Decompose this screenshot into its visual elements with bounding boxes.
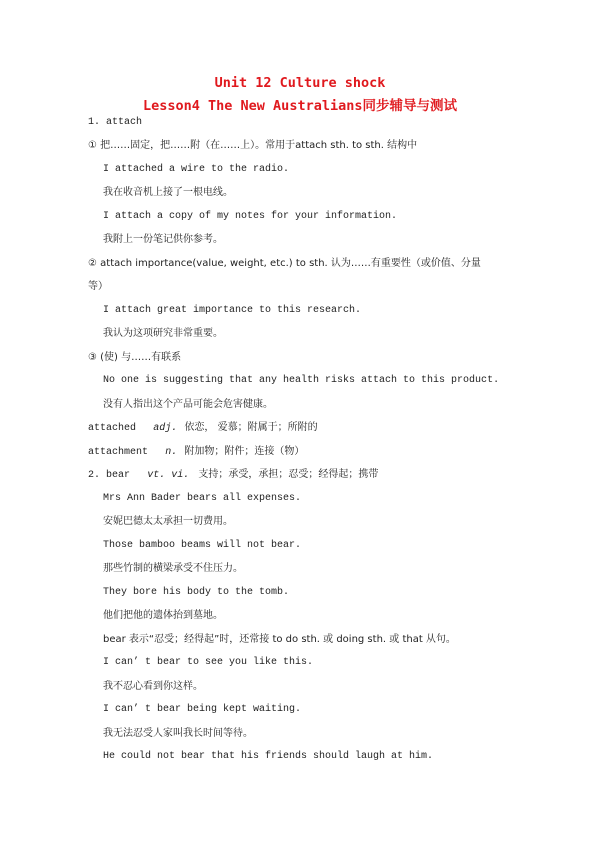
example-sentence: I can’ t bear to see you like this. [103,657,314,668]
example-translation: 他们把他的遗体抬到墓地。 [103,610,223,621]
example-sentence: They bore his body to the tomb. [103,587,290,598]
headword: attached [88,423,137,434]
sense-2-definition: ② attach importance(value, weight, etc.) to sth. 认为……有重要性（或价值、分量 [88,258,481,269]
example-sentence: I attach great importance to this research. [103,305,362,316]
sense-2-definition-cont: 等） [88,281,108,292]
example-sentence: No one is suggesting that any health risks attach to this product. [103,375,500,386]
derived-word-attachment [88,445,304,460]
example-sentence: I attached a wire to the radio. [103,164,290,175]
part-of-speech: vt. vi. [147,470,190,481]
usage-note: bear 表示“忍受；经得起”时，还常接 to do sth. 或 doing sth. 或 that 从句。 [103,634,456,645]
example-translation: 我附上一份笔记供你参考。 [103,234,223,245]
example-translation: 我不忍心看到你这样。 [103,681,203,692]
word-meaning: 依恋， 爱慕；附属于；所附的 [184,422,318,433]
example-translation: 安妮巴德太太承担一切费用。 [103,516,233,527]
headword: 2. bear [88,470,131,481]
example-sentence: I attach a copy of my notes for your information. [103,211,398,222]
section-2-heading [88,468,378,483]
example-sentence: He could not bear that his friends should laugh at him. [103,751,434,762]
example-sentence: Mrs Ann Bader bears all expenses. [103,493,302,504]
example-translation: 没有人指出这个产品可能会危害健康。 [103,399,273,410]
example-translation: 我在收音机上接了一根电线。 [103,187,233,198]
example-translation: 那些竹制的横梁承受不住压力。 [103,563,243,574]
example-sentence: I can’ t bear being kept waiting. [103,704,302,715]
part-of-speech: n. [165,447,178,458]
doc-subtitle: Lesson4 The New Australians同步辅导与测试 [143,98,457,114]
word-meaning: 附加物；附件；连接（物） [184,446,305,457]
sense-1-definition: ① 把……固定，把……附（在……上）。常用于attach sth. to sth. 结构中 [88,140,418,151]
derived-word-attached [88,421,318,436]
example-sentence: Those bamboo beams will not bear. [103,540,302,551]
word-meaning: 支持；承受，承担；忍受；经得起；携带 [198,469,379,480]
sense-3-definition: ③ (使) 与……有联系 [88,352,182,363]
doc-title: Unit 12 Culture shock [214,75,386,91]
section-1-heading: 1. attach [88,117,143,128]
example-translation: 我认为这项研究非常重要。 [103,328,223,339]
headword: attachment [88,447,149,458]
part-of-speech: adj. [153,423,178,434]
example-translation: 我无法忍受人家叫我长时间等待。 [103,728,253,739]
